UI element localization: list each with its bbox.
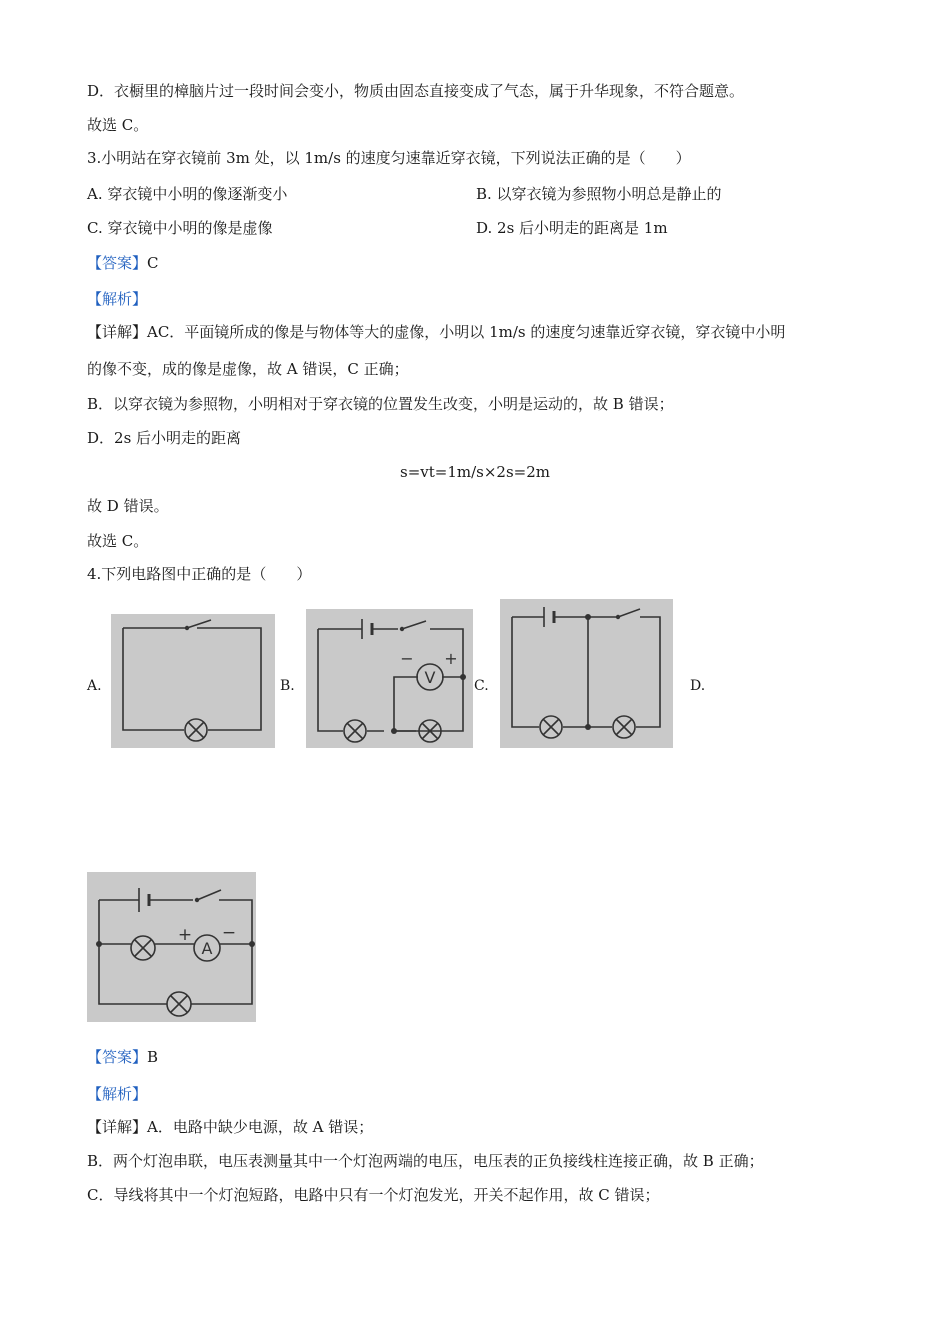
- answer-line: [87, 1047, 158, 1067]
- option-a: A. 穿衣镜中小明的像逐渐变小: [87, 185, 288, 203]
- circuit-figure-c: [500, 599, 673, 748]
- figure-label-d: D.: [690, 678, 706, 694]
- choose-line: 故选 C。: [87, 532, 149, 550]
- plus-terminal: +: [444, 649, 458, 668]
- circuit-figure-a: [111, 614, 275, 748]
- circuit-figure-d: [87, 872, 256, 1022]
- option-b: B. 以穿衣镜为参照物小明总是静止的: [476, 185, 722, 203]
- text-line: D．衣橱里的樟脑片过一段时间会变小，物质由固态直接变成了气态，属于升华现象，不符合题意。: [87, 82, 745, 100]
- ammeter-symbol: A: [201, 939, 213, 958]
- formula: s=vt=1m/s×2s=2m: [400, 463, 550, 481]
- text-line: 故选 C。: [87, 116, 149, 134]
- figure-label-b: B.: [280, 678, 295, 694]
- figure-label-c: C.: [474, 678, 489, 694]
- answer-label: 【答案】: [87, 254, 148, 272]
- detail-line: B．两个灯泡串联，电压表测量其中一个灯泡两端的电压，电压表的正负接线柱连接正确，故 B 正确；: [87, 1152, 764, 1170]
- minus-terminal: −: [221, 923, 237, 943]
- option-d: D. 2s 后小明走的距离是 1m: [476, 219, 668, 237]
- analysis-label: 【解析】: [87, 290, 148, 308]
- circuit-figure-b: [306, 609, 473, 748]
- option-c: C. 穿衣镜中小明的像是虚像: [87, 219, 273, 237]
- analysis-label: 【解析】: [87, 1085, 148, 1103]
- answer-line: [87, 253, 159, 273]
- detail-line: C．导线将其中一个灯泡短路，电路中只有一个灯泡发光，开关不起作用，故 C 错误；: [87, 1186, 660, 1204]
- minus-terminal: −: [400, 649, 414, 668]
- question-3-stem: 3.小明站在穿衣镜前 3m 处，以 1m/s 的速度匀速靠近穿衣镜，下列说法正确的是（ ）: [87, 149, 691, 167]
- question-4-stem: 4.下列电路图中正确的是（ ）: [87, 565, 312, 583]
- voltmeter-symbol: V: [424, 668, 436, 687]
- detail-line: 【详解】AC．平面镜所成的像是与物体等大的虚像，小明以 1m/s 的速度匀速靠近穿衣镜，穿衣镜中小明: [87, 323, 786, 341]
- figure-label-a: A.: [87, 678, 102, 694]
- detail-line: B．以穿衣镜为参照物，小明相对于穿衣镜的位置发生改变，小明是运动的，故 B 错误；: [87, 395, 674, 413]
- detail-line: 的像不变，成的像是虚像，故 A 错误，C 正确；: [87, 360, 409, 378]
- plus-terminal: +: [177, 925, 193, 945]
- detail-line: D．2s 后小明走的距离: [87, 429, 242, 447]
- detail-line: 故 D 错误。: [87, 497, 169, 515]
- answer-label: 【答案】: [87, 1048, 148, 1066]
- answer-value: B: [147, 1048, 159, 1066]
- detail-line: 【详解】A．电路中缺少电源，故 A 错误；: [87, 1118, 374, 1136]
- answer-value: C: [147, 254, 159, 272]
